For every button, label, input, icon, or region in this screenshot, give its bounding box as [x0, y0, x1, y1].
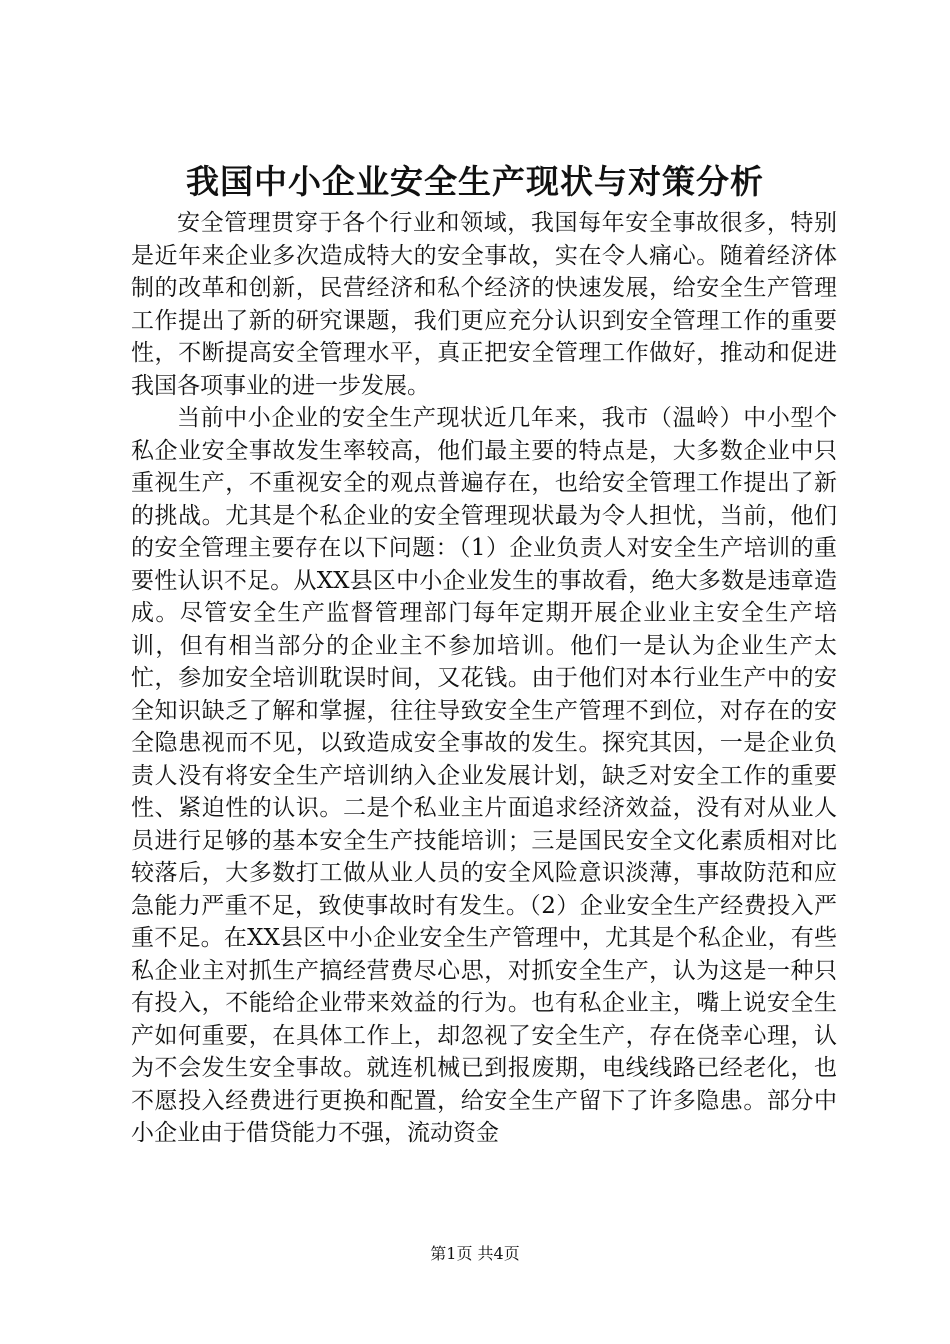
document-body	[131, 207, 837, 1150]
body-paragraph: 安全管理贯穿于各个行业和领域，我国每年安全事故很多，特别是近年来企业多次造成特大的安全事故，实在令人痛心。随着经济体制的改革和创新，民营经济和私个经济的快速发展，给安全生产管理工作提出了新的研究课题，我们更应充分认识到安全管理工作的重要性，不断提高安全管理水平，真正把安全管理工作做好，推动和促进我国各项事业的进一步发展。	[131, 210, 837, 399]
page-footer: 第1页 共4页	[430, 1244, 520, 1263]
body-paragraph: 当前中小企业的安全生产现状近几年来，我市（温岭）中小型个私企业安全事故发生率较高，他们最主要的特点是，大多数企业中只重视生产，不重视安全的观点普遍存在，也给安全管理工作提出了新的挑战。尤其是个私企业的安全管理现状最为令人担忧，当前，他们的安全管理主要存在以下问题：（1）企业负责人对安全生产培训的重要性认识不足。从XX县区中小企业发生的事故看，绝大多数是违章造成。尽管安全生产监督管理部门每年定期开展企业业主安全生产培训，但有相当部分的企业主不参加培训。他们一是认为企业生产太忙，参加安全培训耽误时间，又花钱。由于他们对本行业生产中的安全知识缺乏了解和掌握，往往导致安全生产管理不到位，对存在的安全隐患视而不见，以致造成安全事故的发生。探究其因，一是企业负责人没有将安全生产培训纳入企业发展计划，缺乏对安全工作的重要性、紧迫性的认识。二是个私业主片面追求经济效益，没有对从业人员进行足够的基本安全生产技能培训；三是国民安全文化素质相对比较落后，大多数打工做从业人员的安全风险意识淡薄，事故防范和应急能力严重不足，致使事故时有发生。（2）企业安全生产经费投入严重不足。在XX县区中小企业安全生产管理中，尤其是个私企业，有些私企业主对抓生产搞经营费尽心思，对抓安全生产，认为这是一种只有投入，不能给企业带来效益的行为。也有私企业主，嘴上说安全生产如何重要，在具体工作上，却忽视了安全生产，存在侥幸心理，认为不会发生安全事故。就连机械已到报废期，电线线路已经老化，也不愿投入经费进行更换和配置，给安全生产留下了许多隐患。部分中小企业由于借贷能力不强，流动资金	[131, 405, 837, 1146]
document-title: 我国中小企业安全生产现状与对策分析	[186, 162, 764, 201]
